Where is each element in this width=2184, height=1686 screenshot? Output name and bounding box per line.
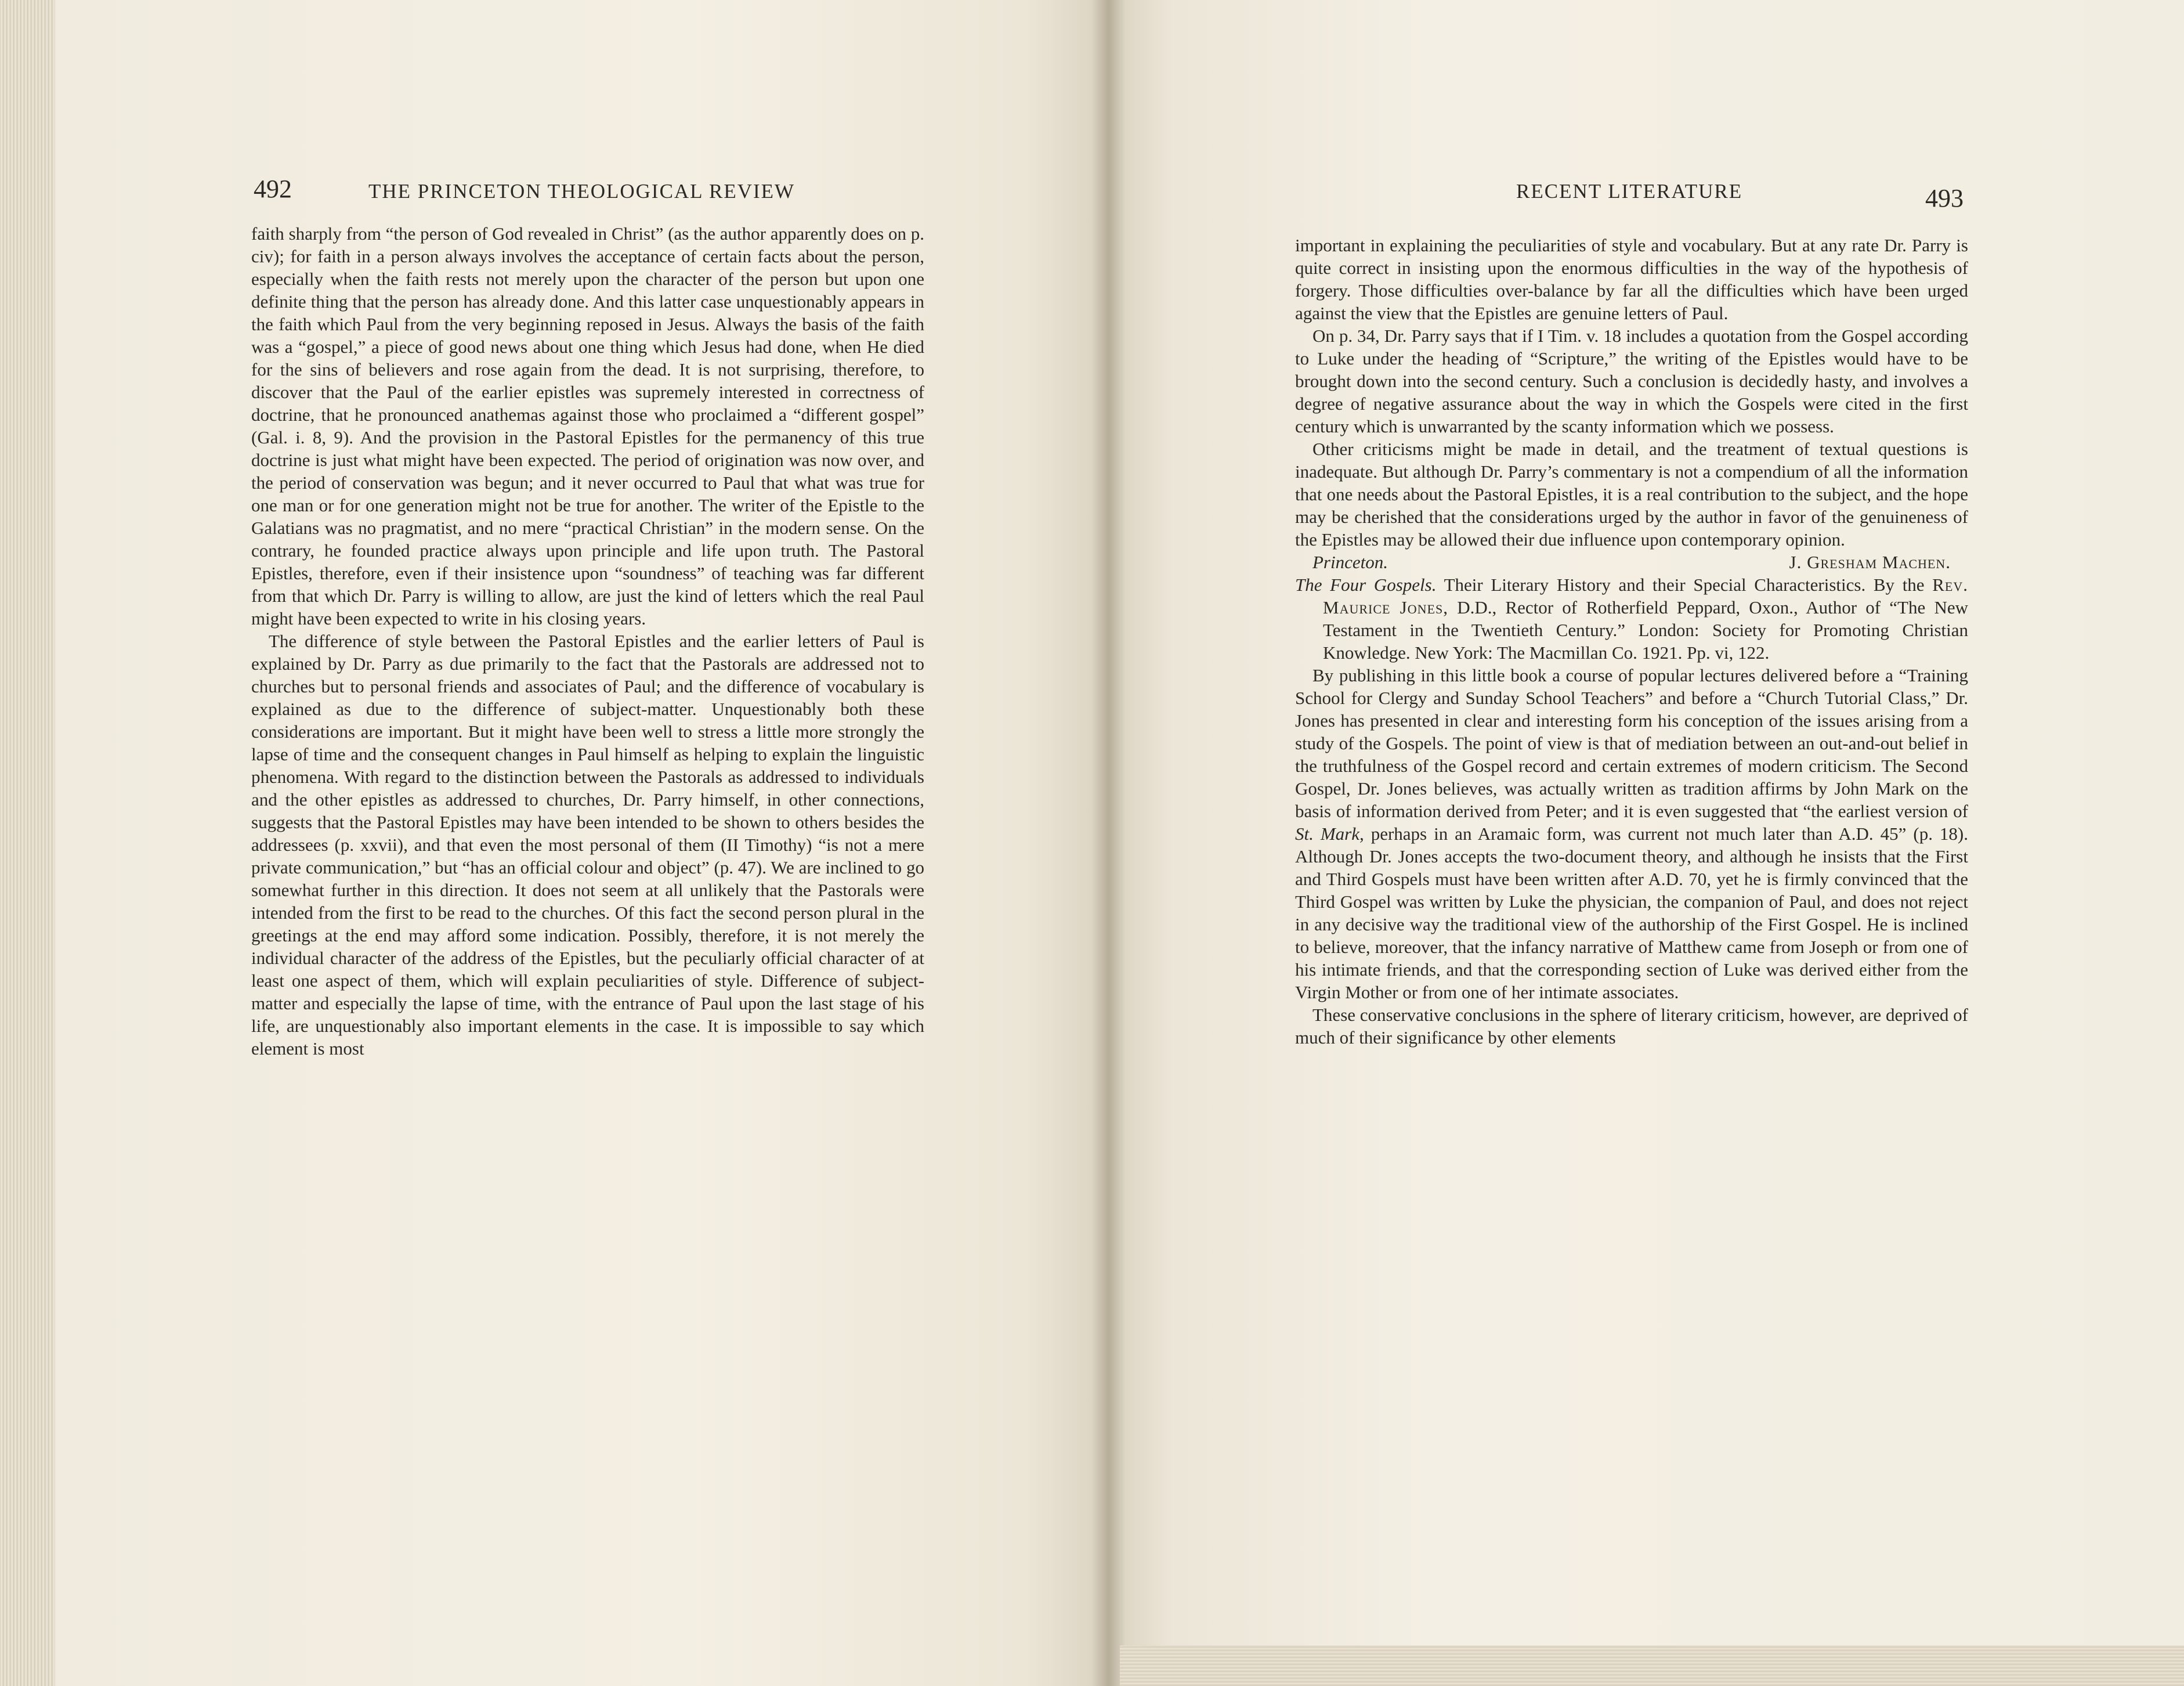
bottom-page-edge	[1120, 1645, 2184, 1686]
left-column	[251, 222, 924, 1060]
book-details: D.D., Rector of Rotherfield Peppard, Oxon., Author of “The New Testament in the Twentieth Century.” London: Society for Promoting Christian Knowledge. New York: The Macmillan Co. 1921. Pp. vi, 122.	[1323, 597, 1969, 663]
right-paragraph-3: Other criticisms might be made in detail, and the treatment of textual questions is inadequate. But although Dr. Parry’s commentary is not a compendium of all the information that one needs about the Pastoral Epistles, it is a real contribution to the subject, and the hope may be cherished that the considerations urged by the author in favor of the genuineness of the Epistles may be allowed their due influence upon contemporary opinion.	[1295, 439, 1968, 550]
review-paragraph-1-text-b: perhaps in an Aramaic form, was current not much later than A.D. 45” (p. 18). Although Dr. Jones accepts the two-document theory, and although he insists that the First and Third Gospels must have been written after A.D. 70, yet he is firmly convinced that the Third Gospel was written by Luke the physician, the companion of Paul, and does not reject in any decisive way the traditional view of the authorship of the First Gospel. He is inclined to believe, moreover, that the infancy narrative of Matthew came from Joseph or from one of his intimate friends, and that the corresponding section of Luke was derived either from the Virgin Mother or from one of her intimate associates.	[1295, 824, 1968, 1002]
signature-place: Princeton.	[1312, 552, 1388, 572]
book-author: Rev. Maurice Jones,	[1323, 575, 1968, 618]
book-gutter	[1091, 0, 1126, 1686]
review-paragraph-1	[1295, 664, 1968, 1003]
left-folio: 492	[254, 175, 292, 203]
right-paragraph-2: On p. 34, Dr. Parry says that if I Tim. v. 18 includes a quotation from the Gospel according to Luke under the heading of “Scripture,” the writing of the Epistles would have to be brought down into the second century. Such a conclusion is decidedly hasty, and involves a degree of negative assurance about the way in which the Gospels were cited in the first century which is unwarranted by the scanty information which we possess.	[1295, 326, 1968, 436]
page-edge-stack	[0, 0, 55, 1686]
right-column	[1295, 234, 1968, 1049]
left-page	[55, 0, 1108, 1686]
left-running-head: THE PRINCETON THEOLOGICAL REVIEW	[368, 180, 796, 203]
right-running-head: RECENT LITERATURE	[1516, 180, 1743, 203]
right-page	[1108, 0, 2184, 1686]
book-subtitle: Their Literary History and their Special Characteristics. By the	[1444, 575, 1925, 595]
review-paragraph-1-text-a: By publishing in this little book a course of popular lectures delivered before a “Training School for Clergy and Sunday School Teachers” and before a “Church Tutorial Class,” Dr. Jones has presented in clear and interesting form his conception of the issues arising from a study of the Gospels. The point of view is that of mediation between an out-and-out belief in the truthfulness of the Gospel record and certain extremes of modern criticism. The Second Gospel, Dr. Jones believes, was actually written as tradition affirms by John Mark on the basis of information derived from Peter; and it is even suggested that “the earliest version of	[1295, 665, 1968, 821]
signature-name: J. Gresham Machen.	[1789, 552, 1951, 572]
book-heading	[1295, 573, 1968, 664]
left-paragraph-2: The difference of style between the Pastoral Epistles and the earlier letters of Paul is explained by Dr. Parry as due primarily to the fact that the Pastorals are addressed not to churches but to personal friends and associates of Paul; and the difference of vocabulary is explained as due to the difference of subject-matter. Unquestionably both these considerations are important. But it might have been well to stress a little more strongly the lapse of time and the consequent changes in Paul himself as helping to explain the linguistic phenomena. With regard to the distinction between the Pastorals as addressed to individuals and the other epistles as addressed to churches, Dr. Parry himself, in other connections, suggests that the Pastoral Epistles may have been intended to be shown to others besides the addressees (p. xxvii), and that even the most personal of them (II Timothy) “is not a mere private communication,” but “has an official colour and object” (p. 47). We are inclined to go somewhat further in this direction. It does not seem at all unlikely that the Pastorals were intended from the first to be read to the churches. Of this fact the second person plural in the greetings at the end may afford some indication. Possibly, therefore, it is not merely the individual character of the address of the Epistles, but the peculiarly official character of at least one aspect of them, which will explain peculiarities of style. Difference of subject-matter and especially the lapse of time, with the entrance of Paul upon the last stage of his life, are unquestionably also important elements in the case. It is impossible to say which element is most	[251, 631, 924, 1059]
right-paragraph-1: important in explaining the peculiarities of style and vocabulary. But at any rate Dr. Parry is quite correct in insisting upon the enormous difficulties in the way of the hypothesis of forgery. Those difficulties over-balance by far all the difficulties which have been urged against the view that the Epistles are genuine letters of Paul.	[1295, 235, 1968, 323]
left-paragraph-1: faith sharply from “the person of God revealed in Christ” (as the author apparently does on p. civ); for faith in a person always involves the acceptance of certain facts about the person, especially when the faith rests not merely upon the character of the person but upon one definite thing that the person has already done. And this latter case unquestionably appears in the faith which Paul from the very beginning reposed in Jesus. Always the basis of the faith was a “gospel,” a piece of good news about one thing which Jesus had done, when He died for the sins of believers and rose again from the dead. It is not surprising, therefore, to discover that the Paul of the earlier epistles was supremely interested in correctness of doctrine, that he pronounced anathemas against those who proclaimed a “different gospel” (Gal. i. 8, 9). And the provision in the Pastoral Epistles for the permanency of this true doctrine is just what might have been expected. The period of origination was now over, and the period of conservation was begun; and it never occurred to Paul that what was true for one man or for one generation might not be true for another. The writer of the Epistle to the Galatians was no pragmatist, and no mere “practical Christian” in the modern sense. On the contrary, he founded practice always upon principle and life upon truth. The Pastoral Epistles, therefore, even if their insistence upon “soundness” of teaching was far different from that which Dr. Parry is willing to allow, are just the kind of letters which the real Paul might have been expected to write in his closing years.	[251, 223, 924, 629]
review-paragraph-1-italic: St. Mark,	[1295, 824, 1364, 844]
book-title: The Four Gospels.	[1295, 575, 1437, 595]
review-signature	[1295, 551, 1968, 573]
review-paragraph-2: These conservative conclusions in the sphere of literary criticism, however, are deprived of much of their significance by other elements	[1295, 1005, 1968, 1048]
right-folio: 493	[1925, 184, 1964, 212]
